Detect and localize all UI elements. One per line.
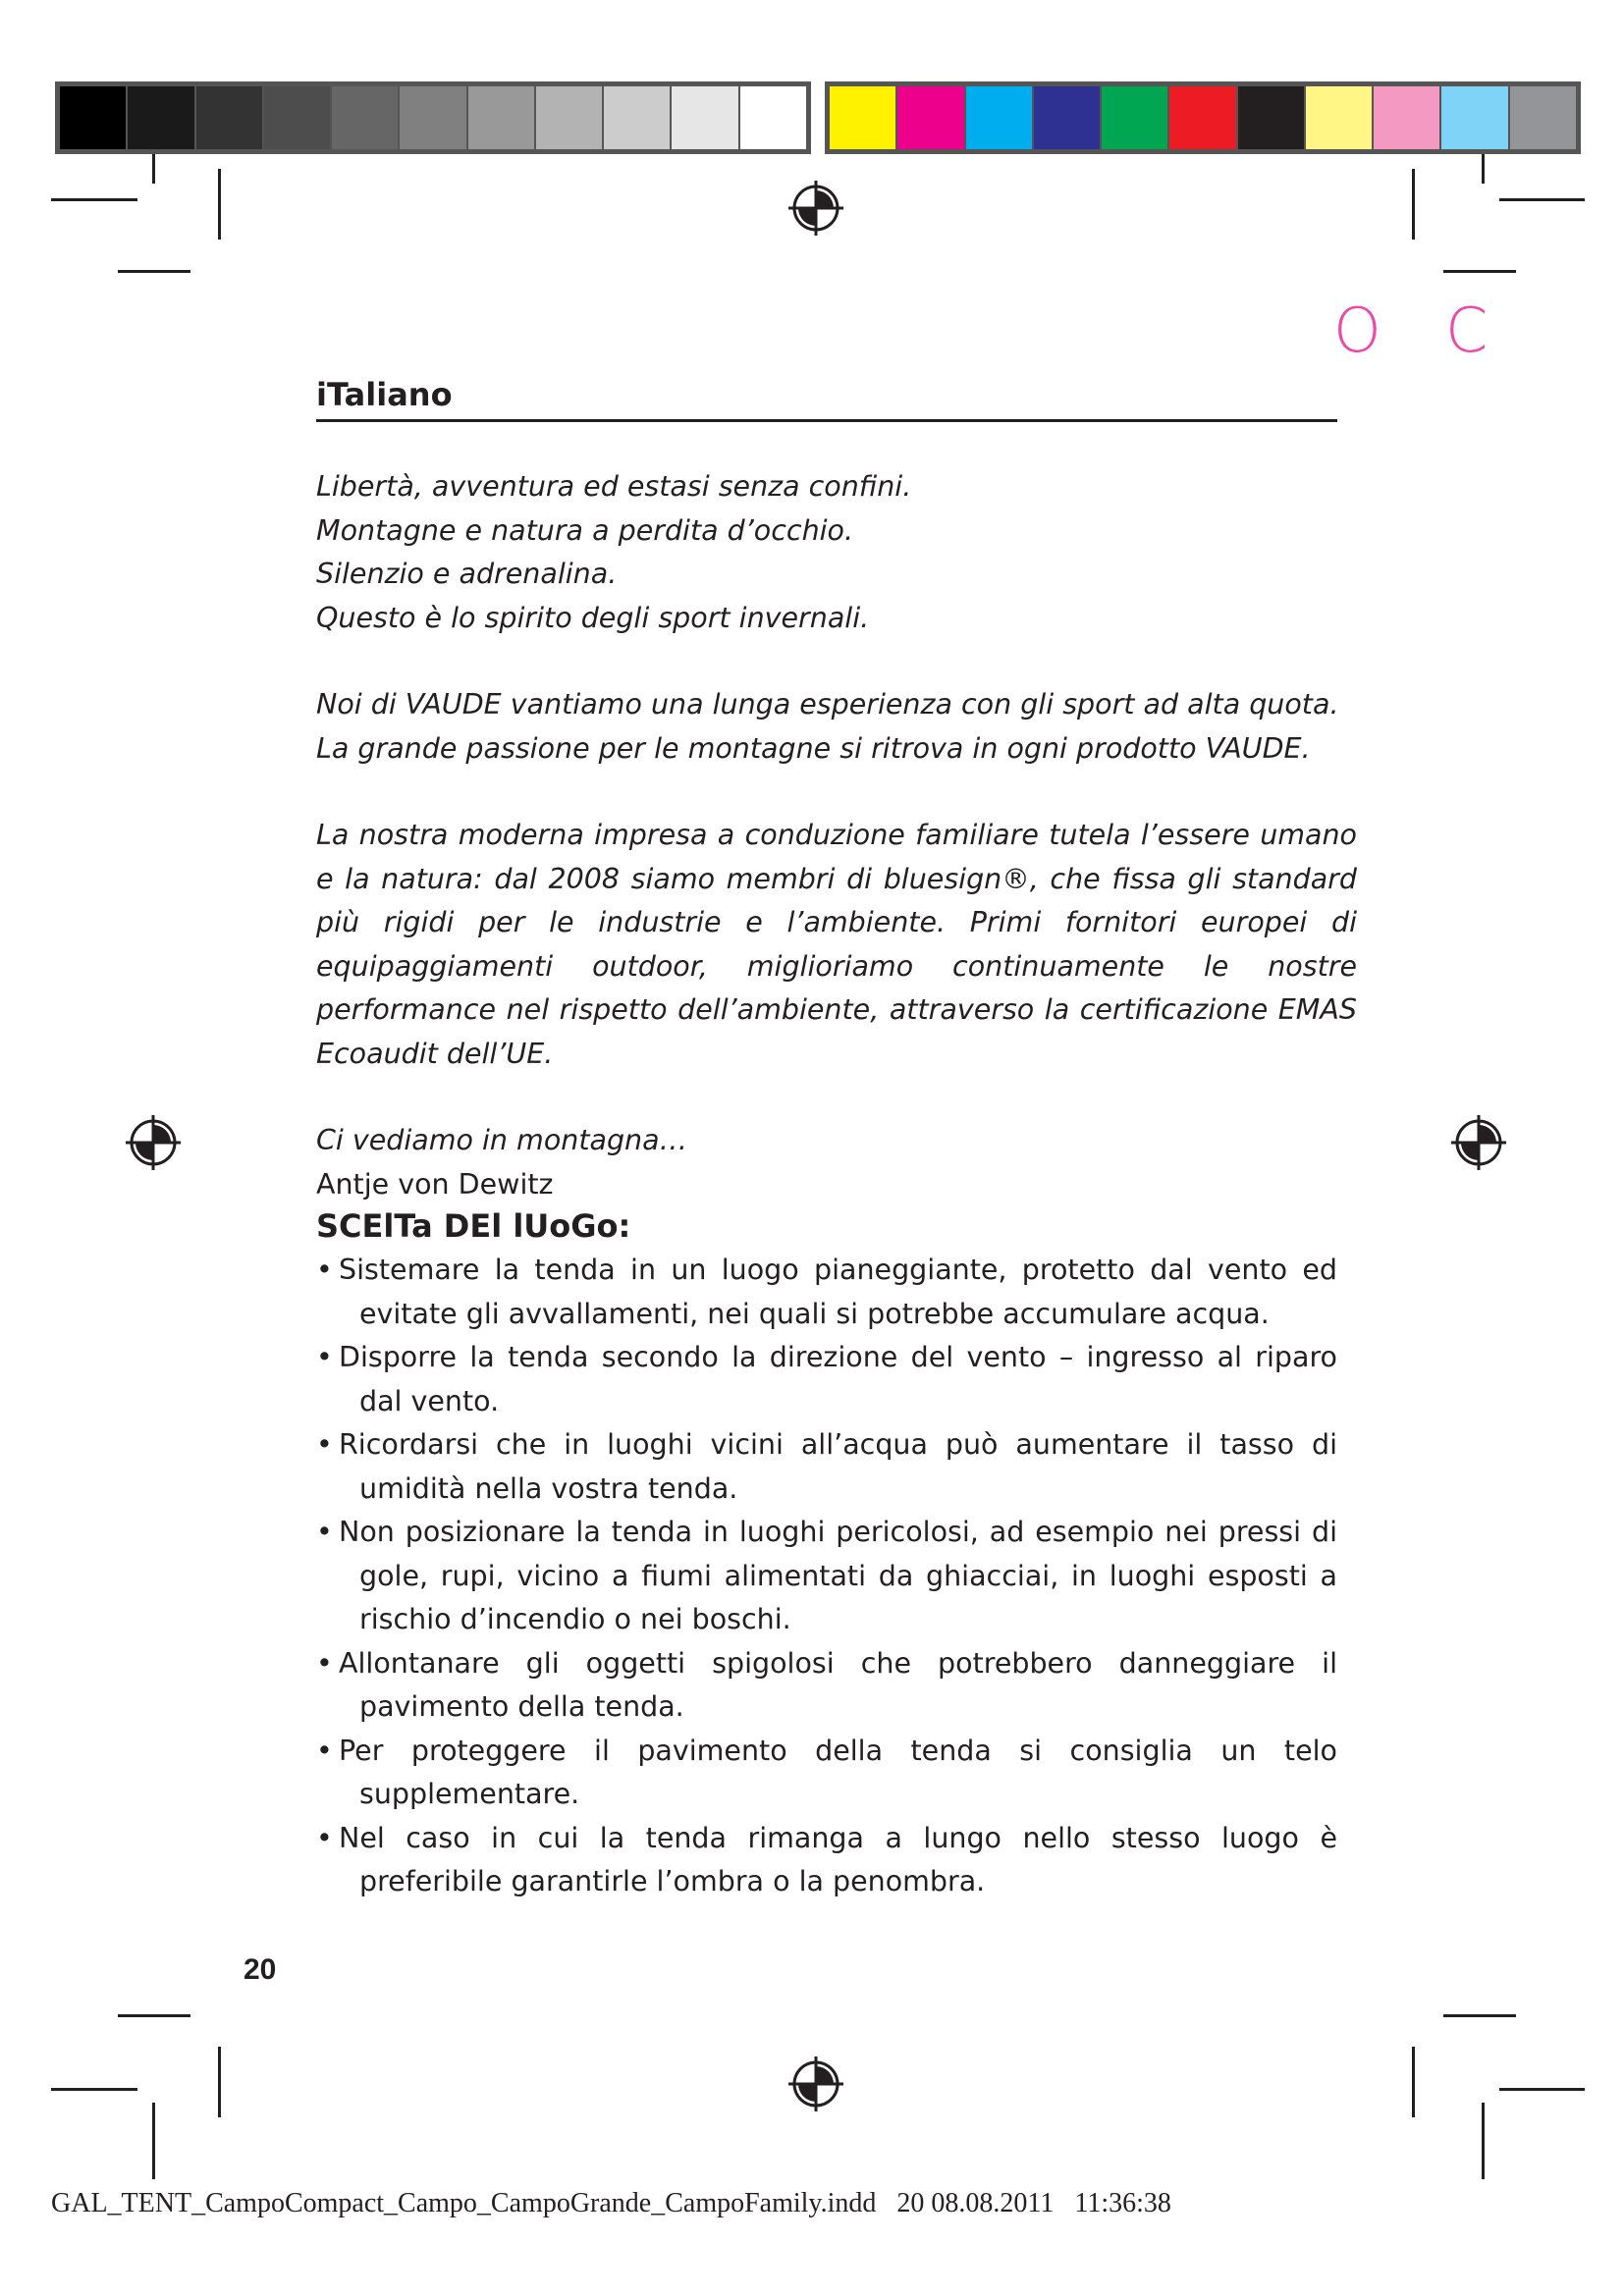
poem-line: Questo è lo spirito degli sport invernali. [316,601,870,634]
gray-swatch [670,86,737,149]
registration-mark-bottom-icon [786,2055,845,2113]
closing-line: Ci vediamo in montagna… [316,1124,688,1156]
registration-mark-top-icon [786,179,845,238]
crop-mark-top-left-v-short [152,154,155,184]
gray-swatch [534,86,602,149]
registration-mark-right-icon [1449,1113,1508,1172]
color-swatch [964,86,1032,149]
company-paragraph: La nostra moderna impresa a conduzione familiare tutela l’essere umano e la natura: dal 2008 siamo membri di bluesign®, che fissa gli standard più rigidi per le industrie e l’ambiente. Primi fornitori europei di equipaggiamenti outdoor, miglioriamo continuamente le nostre performance nel rispetto dell’ambiente, attraverso la certificazione EMAS Ecoaudit dell’UE. [316,819,1357,1070]
color-swatch [1032,86,1100,149]
crop-mark-top-left-h [51,198,137,201]
closing-block [316,1119,1357,1206]
crop-mark-top-right-v [1412,169,1415,240]
gray-swatch [262,86,330,149]
list-item: • Nel caso in cui la tenda rimanga a lungo nello stesso luogo è preferibile garantirle l’ombra o la penombra. [316,1817,1337,1904]
grayscale-color-bar [55,81,811,154]
site-selection-heading: SCElTa DEl lUoGo: [316,1207,631,1245]
title-divider [316,419,1337,422]
crop-mark-bottom-right-h2 [1443,2014,1516,2017]
crop-mark-bottom-right-v [1412,2047,1415,2117]
color-swatch [1236,86,1304,149]
gray-swatch [738,86,806,149]
footer-slug: GAL_TENT_CampoCompact_Campo_CampoGrande_CampoFamily.indd 20 08.08.2011 11:36:38 [51,2188,1171,2218]
crop-mark-top-left-h2 [118,270,190,273]
poem-line: Montagne e natura a perdita d’occhio. [316,513,854,547]
color-swatch [1372,86,1439,149]
list-item: • Ricordarsi che in luoghi vicini all’acqua può aumentare il tasso di umidità nella vostra tenda. [316,1423,1337,1511]
crop-mark-bottom-left-h2 [118,2014,190,2017]
crop-mark-top-right-v-short [1482,154,1485,184]
list-item: • Allontanare gli oggetti spigolosi che potrebbero danneggiare il pavimento della tenda. [316,1642,1337,1730]
color-swatch [1100,86,1167,149]
site-selection-list [316,1249,1337,1904]
language-title: iTaliano [316,376,453,413]
crop-mark-bottom-left-v-long [152,2103,155,2179]
experience-block [316,683,1357,771]
color-swatch [1439,86,1507,149]
poem-block [316,465,1357,640]
color-swatch [830,86,895,149]
list-item: • Per proteggere il pavimento della tenda si consiglia un telo supplementare. [316,1730,1337,1817]
crop-mark-top-left-v [218,169,221,240]
color-swatch [1508,86,1576,149]
crop-mark-top-right-h2 [1443,270,1516,273]
crop-mark-bottom-right-v-long [1482,2103,1485,2179]
gray-swatch [330,86,398,149]
poem-line: Silenzio e adrenalina. [316,558,618,590]
list-item: • Non posizionare la tenda in luoghi pericolosi, ad esempio nei pressi di gole, rupi, vicino a fiumi alimentati da ghiacciai, in luoghi esposti a rischio d’incendio o nei boschi. [316,1511,1337,1642]
intro-text [316,465,1357,1250]
gray-swatch [398,86,465,149]
experience-line: Noi di VAUDE vantiamo una lunga esperienza con gli sport ad alta quota. [316,688,1339,721]
crop-mark-bottom-left-h [51,2088,137,2091]
corner-letter-o: O [1333,294,1381,366]
color-swatch [1304,86,1372,149]
poem-line: Libertà, avventura ed estasi senza confini. [316,470,912,503]
experience-line: La grande passione per le montagne si ritrova in ogni prodotto VAUDE. [316,731,1311,765]
page-number: 20 [244,1953,277,1986]
color-swatch [895,86,963,149]
crop-mark-bottom-right-h [1499,2088,1585,2091]
crop-mark-bottom-left-v [218,2047,221,2117]
gray-swatch [126,86,193,149]
list-item: • Sistemare la tenda in un luogo pianeggiante, protetto dal vento ed evitate gli avvallamenti, nei quali si potrebbe accumulare acqua. [316,1249,1337,1336]
signature: Antje von Dewitz [316,1167,554,1201]
process-color-bar [825,81,1581,154]
registration-mark-left-icon [124,1113,183,1172]
gray-swatch [60,86,126,149]
gray-swatch [602,86,670,149]
crop-mark-top-right-h [1499,198,1585,201]
list-item: • Disporre la tenda secondo la direzione del vento – ingresso al riparo dal vento. [316,1336,1337,1423]
corner-letter-c: C [1445,294,1489,366]
color-swatch [1167,86,1235,149]
gray-swatch [194,86,262,149]
gray-swatch [466,86,534,149]
